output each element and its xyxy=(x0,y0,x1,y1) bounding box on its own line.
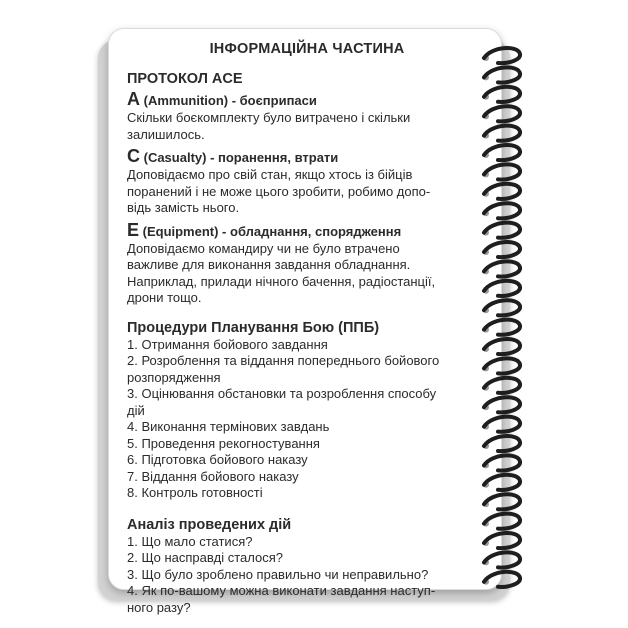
list-item: 1. Що мало статися? xyxy=(127,533,253,549)
spiral-ring xyxy=(484,397,520,412)
ace-text-line: Наприклад, прилади нічного бачення, радіостанції, xyxy=(127,273,436,289)
ace-text-line: Скільки боєкомплекту було витрачено і скільки xyxy=(127,110,411,125)
review-list xyxy=(127,534,487,617)
spiral-ring xyxy=(484,126,520,141)
review-heading: Аналіз проведених дій xyxy=(127,516,292,533)
page-title: ІНФОРМАЦІЙНА ЧАСТИНА xyxy=(209,41,405,57)
spiral-ring xyxy=(484,455,520,470)
ace-letter: A xyxy=(127,89,140,109)
ppb-section xyxy=(127,319,487,502)
spiral-binding xyxy=(478,44,528,584)
ace-text-line: поранений і не може цього зробити, робимо допо- xyxy=(127,183,431,199)
spiral-ring xyxy=(484,242,520,257)
list-item: 1. Отримання бойового завдання xyxy=(127,336,328,352)
ace-item-head xyxy=(127,221,487,241)
spiral-ring xyxy=(484,552,520,567)
spiral-ring xyxy=(484,300,520,315)
ace-item-head xyxy=(127,147,487,167)
spiral-ring xyxy=(484,533,520,548)
list-item: 6. Підготовка бойового наказу xyxy=(127,452,308,467)
page-content xyxy=(127,41,487,616)
spiral-ring xyxy=(484,378,520,393)
spiral-ring xyxy=(484,339,520,354)
ace-item-head xyxy=(127,90,487,110)
ace-letter: C xyxy=(127,146,140,166)
ace-text-line: Доповідаємо про свій стан, якщо хтось із бійців xyxy=(127,167,413,182)
ace-text-line: важливе для виконання завдання обладнання. xyxy=(127,257,411,272)
spiral-ring xyxy=(484,145,520,160)
ace-heading: ПРОТОКОЛ ACE xyxy=(127,71,243,87)
ace-text-line: відь замість нього. xyxy=(127,200,240,215)
list-item: 8. Контроль готовності xyxy=(127,485,263,500)
ace-label: (Casualty) - поранення, втрати xyxy=(140,150,339,165)
spiral-ring xyxy=(484,358,520,373)
spiral-ring xyxy=(484,106,520,121)
ace-item-e xyxy=(127,221,487,307)
spiral-ring xyxy=(484,494,520,509)
list-item: 5. Проведення рекогностування xyxy=(127,435,320,451)
spiral-ring xyxy=(484,261,520,276)
list-item: 3. Що було зроблено правильно чи неправильно? xyxy=(127,566,429,582)
ace-label: (Ammunition) - боєприпаси xyxy=(140,93,317,108)
ace-section xyxy=(127,70,487,307)
ace-text-line: дрони тощо. xyxy=(127,290,202,305)
list-item: ного разу? xyxy=(127,599,191,615)
spiral-ring xyxy=(484,203,520,218)
spiral-ring xyxy=(484,48,520,63)
ace-text-line: залишилось. xyxy=(127,126,205,142)
list-item: 3. Оцінювання обстановки та розроблення способу xyxy=(127,386,437,401)
ace-item-a xyxy=(127,90,487,143)
ace-label: (Equipment) - обладнання, спорядження xyxy=(139,223,402,239)
ace-letter: E xyxy=(127,219,140,240)
list-item: 2. Розроблення та віддання попереднього бойового xyxy=(127,353,440,368)
ace-text-line: Доповідаємо командиру чи не було втрачено xyxy=(127,240,400,256)
list-item: розпорядження xyxy=(127,369,221,385)
spiral-ring xyxy=(484,320,520,335)
spiral-ring xyxy=(484,164,520,179)
spiral-ring xyxy=(484,417,520,432)
ace-item-c xyxy=(127,147,487,217)
review-section xyxy=(127,516,487,617)
spiral-ring xyxy=(484,475,520,490)
notebook-page xyxy=(108,28,502,615)
list-item: 4. Як по-вашому можна виконати завдання наступ- xyxy=(127,583,436,598)
spiral-ring xyxy=(484,514,520,529)
ppb-heading: Процедури Планування Бою (ППБ) xyxy=(127,319,380,336)
list-item: 2. Що насправді сталося? xyxy=(127,550,284,565)
ppb-list xyxy=(127,337,487,502)
list-item: дій xyxy=(127,402,145,418)
spiral-ring xyxy=(484,436,520,451)
spiral-ring xyxy=(484,281,520,296)
list-item: 4. Виконання термінових завдань xyxy=(127,419,330,434)
spiral-ring xyxy=(484,223,520,238)
spiral-ring xyxy=(484,87,520,102)
spiral-ring xyxy=(484,67,520,82)
spiral-ring xyxy=(484,184,520,199)
list-item: 7. Віддання бойового наказу xyxy=(127,468,299,484)
